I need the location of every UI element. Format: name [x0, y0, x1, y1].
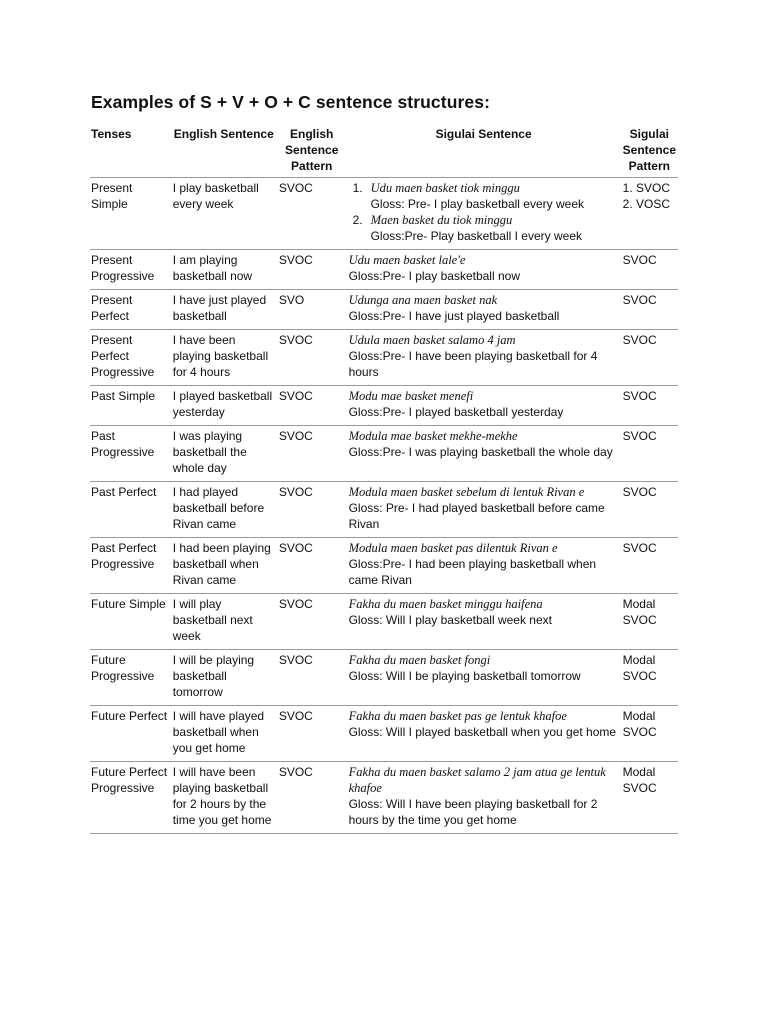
sigulai-text: Modula maen basket sebelum di lentuk Rivan e — [348, 485, 585, 499]
page-title: Examples of S + V + O + C sentence structures: — [91, 92, 490, 112]
sigulai-pattern-cell: SVOC — [622, 293, 657, 307]
sigulai-text: Fakha du maen basket minggu haifena — [348, 597, 543, 611]
sigulai-sentence-cell — [347, 650, 621, 706]
header-sigulai-pattern: Sigulai Sentence Pattern — [622, 127, 676, 173]
table-row — [90, 250, 678, 290]
gloss-text: Gloss: Will I played basketball when you get home — [348, 725, 617, 739]
table-row — [90, 426, 678, 482]
sigulai-pattern-cell: Modal SVOC — [622, 597, 657, 627]
english-sentence-cell: I will have played basketball when you get home — [172, 709, 265, 755]
tense-cell: Past Progressive — [91, 429, 155, 459]
english-pattern-cell: SVOC — [278, 389, 313, 403]
english-sentence-cell: I had played basketball before Rivan came — [172, 485, 265, 531]
english-pattern-cell: SVO — [278, 293, 305, 307]
sigulai-sentence-cell — [347, 482, 621, 538]
english-sentence-cell: I will be playing basketball tomorrow — [172, 653, 255, 699]
sigulai-sentence-cell — [347, 594, 621, 650]
tense-cell: Present Perfect — [91, 293, 133, 323]
tense-cell: Past Perfect — [91, 485, 157, 499]
sigulai-text: Udu maen basket lale'e — [348, 253, 466, 267]
sigulai-text: Udula maen basket salamo 4 jam — [348, 333, 516, 347]
sigulai-text: Fakha du maen basket salamo 2 jam atua ge lentuk khafoe — [348, 765, 606, 795]
sigulai-pattern-cell: SVOC — [622, 333, 657, 347]
gloss-text: Gloss:Pre- I play basketball now — [348, 269, 520, 283]
sigulai-sentence-cell — [347, 706, 621, 762]
tense-cell: Future Perfect Progressive — [91, 765, 168, 795]
variant-number: 2. — [352, 213, 363, 227]
english-sentence-cell: I was playing basketball the whole day — [172, 429, 247, 475]
sigulai-text: Fakha du maen basket pas ge lentuk khafoe — [348, 709, 567, 723]
sigulai-pattern-cell: SVOC — [622, 485, 657, 499]
table-row — [90, 650, 678, 706]
sigulai-text: Udu maen basket tiok minggu — [370, 181, 520, 195]
sigulai-text: Modula maen basket pas dilentuk Rivan e — [348, 541, 558, 555]
gloss-text: Gloss:Pre- I have just played basketball — [348, 309, 560, 323]
gloss-line — [349, 196, 619, 212]
sigulai-sentence-cell — [347, 426, 621, 482]
english-pattern-cell: SVOC — [278, 253, 313, 267]
english-pattern-cell: SVOC — [278, 709, 313, 723]
sigulai-pattern-cell: SVOC — [622, 253, 657, 267]
tense-cell: Present Perfect Progressive — [91, 333, 155, 379]
english-sentence-cell: I played basketball yesterday — [172, 389, 273, 419]
sigulai-sentence-cell — [347, 250, 621, 290]
sigulai-pattern-cell: 1. SVOC 2. VOSC — [622, 181, 670, 211]
english-pattern-cell: SVOC — [278, 653, 313, 667]
header-english-sentence: English Sentence — [173, 127, 274, 141]
sigulai-sentence-cell — [347, 330, 621, 386]
gloss-text: Gloss: Pre- I had played basketball before came Rivan — [348, 501, 605, 531]
sigulai-sentence-cell — [347, 290, 621, 330]
gloss-text: Gloss:Pre- Play basketball I every week — [370, 229, 582, 243]
table-header-row — [90, 124, 678, 178]
sigulai-pattern-cell: SVOC — [622, 429, 657, 443]
sigulai-text: Modu mae basket menefi — [348, 389, 474, 403]
tense-cell: Past Perfect Progressive — [91, 541, 157, 571]
tense-cell: Present Simple — [91, 181, 133, 211]
gloss-text: Gloss: Will I play basketball week next — [348, 613, 552, 627]
gloss-text: Gloss: Will I be playing basketball tomorrow — [348, 669, 581, 683]
english-pattern-cell: SVOC — [278, 541, 313, 555]
sigulai-pattern-cell: Modal SVOC — [622, 765, 657, 795]
english-sentence-cell: I had been playing basketball when Rivan came — [172, 541, 271, 587]
table-row — [90, 594, 678, 650]
header-tenses: Tenses — [91, 127, 132, 141]
gloss-text: Gloss:Pre- I had been playing basketball when came Rivan — [348, 557, 597, 587]
english-sentence-cell: I will play basketball next week — [172, 597, 253, 643]
english-pattern-cell: SVOC — [278, 765, 313, 779]
table-row — [90, 762, 678, 834]
sigulai-text: Maen basket du tiok minggu — [370, 213, 513, 227]
sigulai-sentence-cell — [347, 762, 621, 834]
gloss-text: Gloss:Pre- I played basketball yesterday — [348, 405, 564, 419]
sigulai-pattern-cell: Modal SVOC — [622, 653, 657, 683]
sigulai-pattern-cell: Modal SVOC — [622, 709, 657, 739]
tense-cell: Future Simple — [91, 597, 166, 611]
english-sentence-cell: I will have been playing basketball for 2 hours by the time you get home — [172, 765, 272, 827]
tense-cell: Future Progressive — [91, 653, 155, 683]
table-row — [90, 330, 678, 386]
english-pattern-cell: SVOC — [278, 181, 313, 195]
sigulai-sentence-cell — [347, 386, 621, 426]
tense-cell: Future Perfect — [91, 709, 168, 723]
table-row — [90, 178, 678, 250]
english-sentence-cell: I have just played basketball — [172, 293, 267, 323]
sigulai-variant-2 — [349, 212, 619, 228]
english-pattern-cell: SVOC — [278, 333, 313, 347]
tense-cell: Past Simple — [91, 389, 156, 403]
english-sentence-cell: I have been playing basketball for 4 hours — [172, 333, 269, 379]
english-sentence-cell: I am playing basketball now — [172, 253, 253, 283]
header-english-pattern: English Sentence Pattern — [285, 127, 339, 173]
sigulai-sentence-cell — [347, 178, 621, 250]
sigulai-text: Modula mae basket mekhe-mekhe — [348, 429, 518, 443]
table-row — [90, 482, 678, 538]
tense-cell: Present Progressive — [91, 253, 155, 283]
table-row — [90, 386, 678, 426]
gloss-text: Gloss: Will I have been playing basketball for 2 hours by the time you get home — [348, 797, 598, 827]
sigulai-pattern-cell: SVOC — [622, 389, 657, 403]
sigulai-variant-1 — [349, 180, 619, 196]
gloss-text: Gloss:Pre- I have been playing basketball for 4 hours — [348, 349, 598, 379]
variant-number: 1. — [352, 181, 363, 195]
table-row — [90, 706, 678, 762]
header-sigulai-sentence: Sigulai Sentence — [435, 127, 532, 141]
english-pattern-cell: SVOC — [278, 485, 313, 499]
sigulai-sentence-cell — [347, 538, 621, 594]
tense-table — [90, 124, 678, 834]
sigulai-pattern-cell: SVOC — [622, 541, 657, 555]
english-pattern-cell: SVOC — [278, 429, 313, 443]
english-pattern-cell: SVOC — [278, 597, 313, 611]
gloss-text: Gloss: Pre- I play basketball every week — [370, 197, 584, 211]
gloss-text: Gloss:Pre- I was playing basketball the whole day — [348, 445, 613, 459]
english-sentence-cell: I play basketball every week — [172, 181, 259, 211]
sigulai-text: Fakha du maen basket fongi — [348, 653, 491, 667]
gloss-line — [349, 228, 619, 244]
sigulai-text: Udunga ana maen basket nak — [348, 293, 498, 307]
table-row — [90, 290, 678, 330]
table-row — [90, 538, 678, 594]
